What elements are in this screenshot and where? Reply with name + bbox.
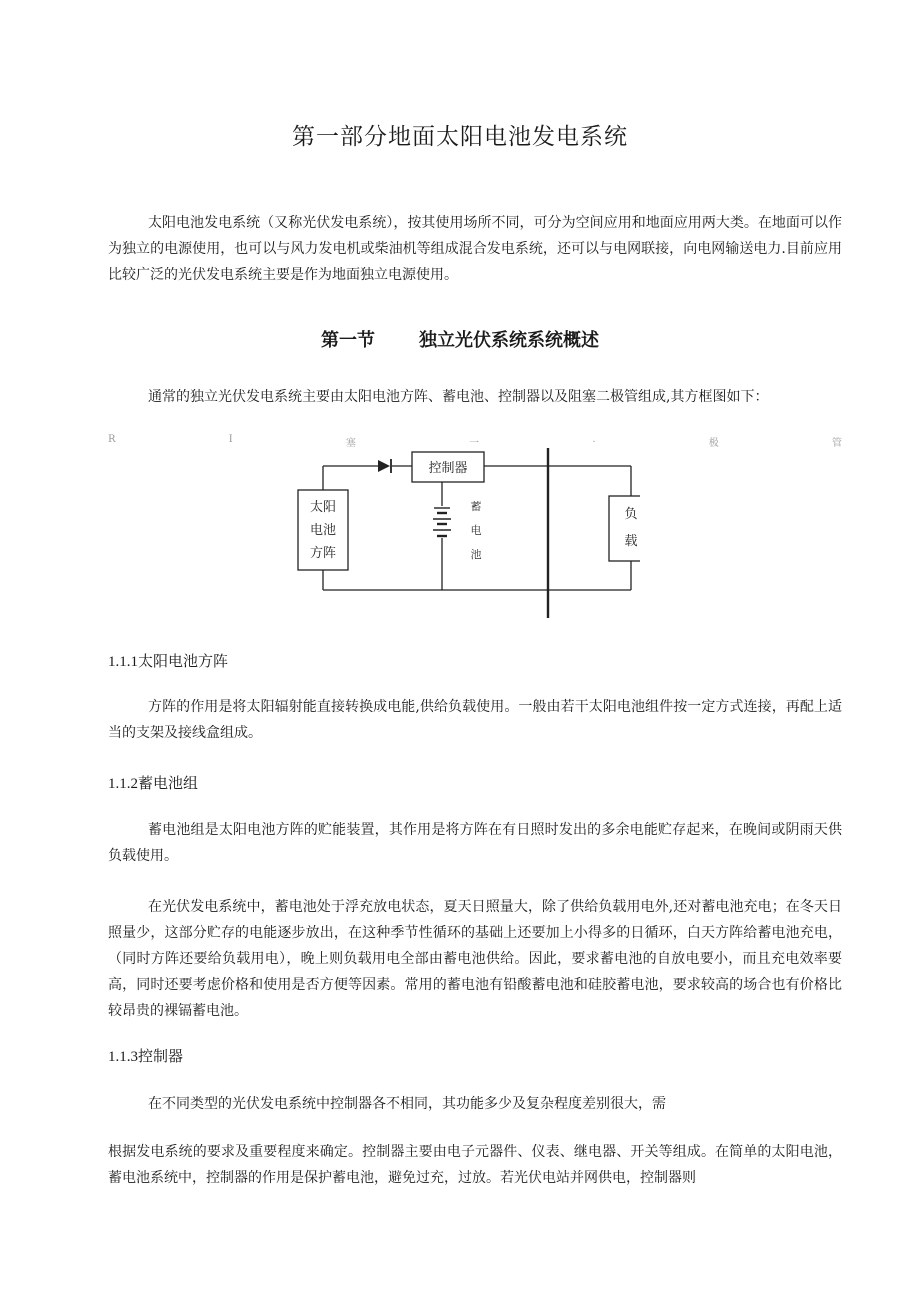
subsection-title: 蓄电池组 (138, 774, 199, 792)
battery-label: 蓄 (470, 500, 482, 513)
array-paragraph: 方阵的作用是将太阳辐射能直接转换成电能,供给负载使用。一般由若干太阳电池组件按一定方式连接，再配上适当的支架及接线盒组成。 (108, 699, 842, 741)
subsection-title: 太阳电池方阵 (138, 652, 229, 670)
load-label: 载 (624, 534, 638, 549)
controller-label: 控制器 (428, 461, 468, 476)
stray-char: 塞 (345, 438, 356, 449)
battery-symbol (433, 508, 451, 536)
document-title: 第一部分地面太阳电池发电系统 (292, 124, 628, 150)
section-intro-paragraph: 通常的独立光伏发电系统主要由太阳电池方阵、蓄电池、控制器以及阻塞二极管组成,其方框图如下： (148, 389, 769, 405)
stray-char: . (592, 434, 596, 445)
subsection-heading-1-1-3 (108, 1045, 183, 1066)
load-box (609, 496, 640, 561)
controller-paragraph-1: 在不同类型的光伏发电系统中控制器各不相同，其功能多少及复杂程度差别很大，需 (148, 1096, 666, 1112)
subsection-heading-1-1-1 (108, 650, 228, 671)
stray-text-row (108, 434, 842, 449)
stray-char: 一 (469, 438, 480, 449)
subsection-number: 1.1.2 (108, 776, 138, 792)
battery-label: 电 (470, 524, 482, 537)
battery-paragraph-1: 蓄电池组是太阳电池方阵的贮能装置，其作用是将方阵在有日照时发出的多余电能贮存起来，在晚间或阴雨天供负载使用。 (108, 822, 842, 864)
subsection-number: 1.1.3 (108, 1049, 138, 1065)
load-label: 负 (624, 507, 638, 522)
intro-paragraph: 太阳电池发电系统（又称光伏发电系统），按其使用场所不同，可分为空间应用和地面应用两大类。在地面可以作为独立的电源使用，也可以与风力发电机或柴油机等组成混合发电系统，还可以与电网联接，向电网输送电力.目前应用比较广泛的光伏发电系统主要是作为地面独立电源使用。 (108, 215, 842, 283)
stray-char: 极 (708, 438, 719, 449)
diode-symbol (378, 459, 391, 473)
section-heading (0, 326, 920, 352)
stray-char: I (228, 434, 233, 445)
stray-char: 管 (831, 438, 842, 449)
solar-array-label: 电池 (309, 523, 337, 538)
subsection-heading-1-1-2 (108, 772, 198, 793)
battery-paragraph-2: 在光伏发电系统中，蓄电池处于浮充放电状态，夏天日照量大，除了供给负载用电外,还对蓄电池充电；在冬天日照量少，这部分贮存的电能逐步放出，在这种季节性循环的基础上还要加上小得多的日循环，白天方阵给蓄电池充电，（同时方阵还要给负载用电），晚上则负载用电全部由蓄电池供给。因此，要求蓄电池的自放电要小，而且充电效率要高，同时还要考虑价格和使用是否方便等因素。常用的蓄电池有铅酸蓄电池和硅胶蓄电池，要求较高的场合也有价格比较昂贵的裸镉蓄电池。 (108, 899, 842, 1019)
subsection-number: 1.1.1 (108, 654, 138, 670)
section-number: 第一节 (321, 330, 375, 351)
controller-paragraph-2: 根据发电系统的要求及重要程度来确定。控制器主要由电子元器件、仪表、继电器、开关等组成。在简单的太阳电池，蓄电池系统中，控制器的作用是保护蓄电池，避免过充，过放。若光伏电站并网供电，控制器则 (108, 1144, 842, 1186)
solar-array-label: 太阳 (309, 500, 337, 515)
system-block-diagram (290, 448, 640, 620)
battery-label: 池 (470, 548, 482, 561)
subsection-title: 控制器 (138, 1047, 184, 1065)
section-title: 独立光伏系统系统概述 (419, 330, 599, 351)
stray-char: R (108, 434, 116, 445)
solar-array-label: 方阵 (309, 546, 337, 561)
